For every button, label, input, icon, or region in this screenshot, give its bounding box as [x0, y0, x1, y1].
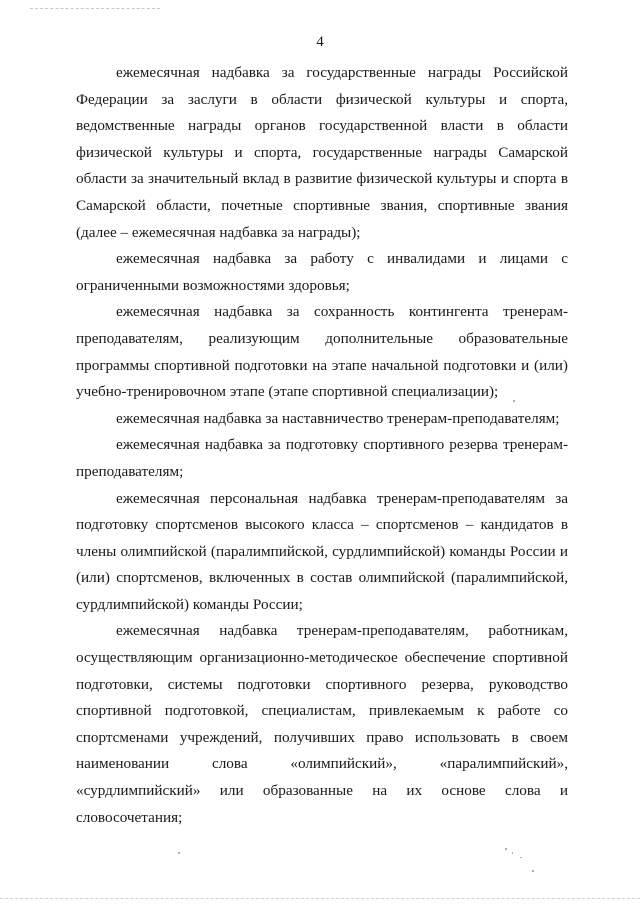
scan-speck [505, 848, 507, 850]
paragraph-reserve-training-bonus: ежемесячная надбавка за подготовку спортивного резерва тренерам-преподавателям; [76, 436, 568, 480]
paragraph-retention-bonus: ежемесячная надбавка за сохранность контингента тренерам-преподавателям, реализующим дополнительные образовательные программы спортивной подготовки на этапе начальной подготовки и (или) учебно-тренировочном этапе (этапе спортивной специализации); [76, 303, 568, 401]
scan-edge-bottom [0, 898, 640, 899]
scan-speck [513, 400, 515, 402]
scan-speck [520, 857, 522, 858]
paragraph-awards-bonus: ежемесячная надбавка за государственные награды Российской Федерации за заслуги в области физической культуры и спорта, ведомственные награды органов государственной власти в области физической культуры и спорта, государственные награды Самарской области за значительный вклад в развитие физической культуры и спорта в Самарской области, почетные спортивные звания, спортивные звания (далее – ежемесячная надбавка за награды); [76, 64, 568, 241]
paragraph-disabilities-bonus: ежемесячная надбавка за работу с инвалидами и лицами с ограниченными возможностями здоровья; [76, 250, 568, 294]
page-number: 4 [316, 34, 324, 50]
document-body [76, 60, 568, 831]
paragraph-mentoring-bonus: ежемесячная надбавка за наставничество тренерам-преподавателям; [116, 409, 560, 427]
scan-speck [512, 852, 513, 854]
scan-speck [532, 870, 534, 872]
paragraph-personal-bonus: ежемесячная персональная надбавка тренерам-преподавателям за подготовку спортсменов высокого класса – спортсменов – кандидатов в члены олимпийской (паралимпийской, сурдлимпийской) команды России и (или) спортсменов, включенных в состав олимпийской (паралимпийской, сурдлимпийской) команды России; [76, 489, 568, 613]
scan-speck [178, 852, 180, 854]
paragraph-methodological-bonus: ежемесячная надбавка тренерам-преподавателям, работникам, осуществляющим организационно-методическое обеспечение спортивной подготовки, системы подготовки спортивного резерва, руководство спортивной подготовкой, специалистам, привлекаемым к работе со спортсменами учреждений, получивших право использовать в своем наименовании слова «олимпийский», «паралимпийский», «сурдлимпийский» или образованные на их основе слова и словосочетания; [76, 622, 568, 826]
scan-edge-top [30, 8, 160, 9]
